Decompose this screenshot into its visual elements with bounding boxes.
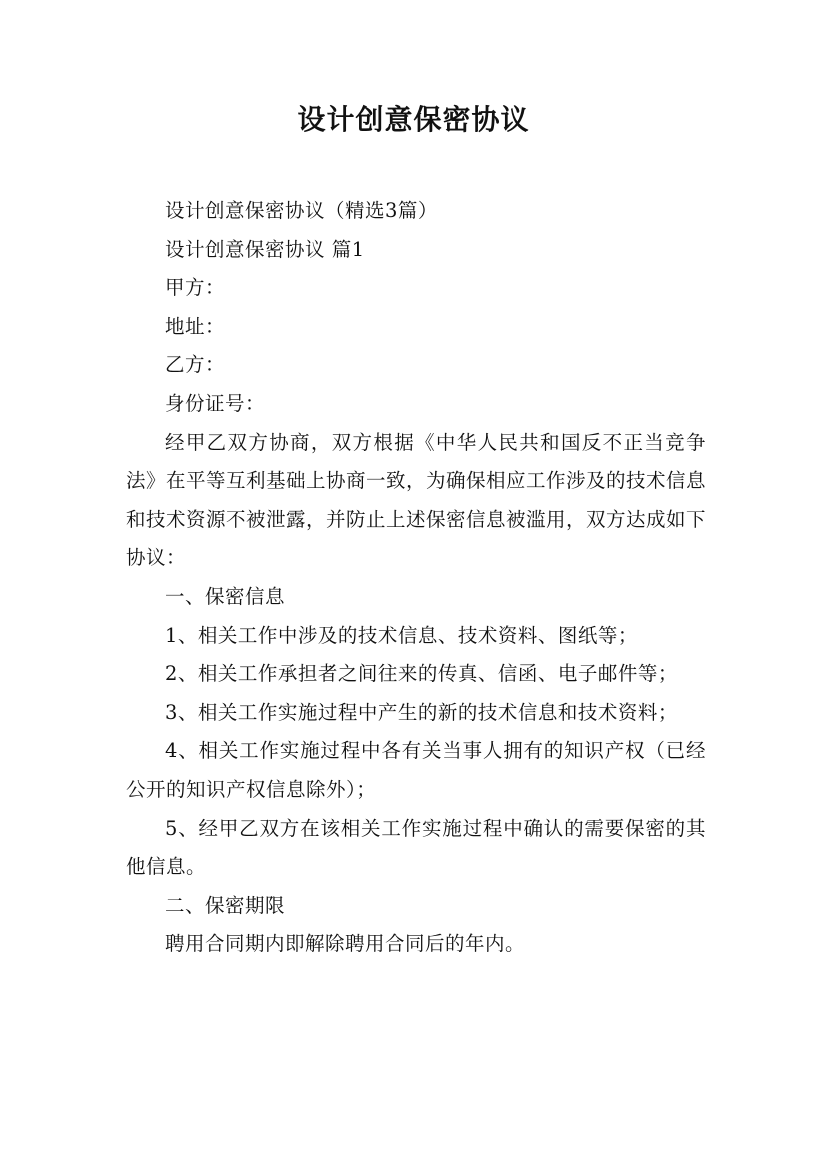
paragraph-item-1: 1、相关工作中涉及的技术信息、技术资料、图纸等；: [165, 623, 638, 647]
paragraph-period-text: 聘用合同期内即解除聘用合同后的年内。: [165, 932, 526, 956]
paragraph-intro: 经甲乙双方协商，双方根据《中华人民共和国反不正当竞争法》在平等互利基础上协商一致，为确保相应工作涉及的技术信息和技术资源不被泄露，并防止上述保密信息被滥用，双方达成如下协议：: [126, 430, 707, 570]
paragraph-item-4: 4、相关工作实施过程中各有关当事人拥有的知识产权（已经公开的知识产权信息除外）；: [126, 739, 706, 801]
paragraph-heading-confidential-info: 一、保密信息: [165, 584, 286, 608]
paragraph-address: 地址：: [165, 314, 226, 338]
paragraph-id-number: 身份证号：: [165, 391, 266, 415]
paragraph-item-5: 5、经甲乙双方在该相关工作实施过程中确认的需要保密的其他信息。: [126, 816, 706, 879]
paragraph-section-heading: 设计创意保密协议 篇1: [165, 237, 365, 261]
paragraph-item-2: 2、相关工作承担者之间往来的传真、信函、电子邮件等；: [165, 662, 678, 686]
paragraph-subtitle: 设计创意保密协议（精选3篇）: [165, 199, 438, 222]
document-body: [126, 192, 706, 964]
paragraph-party-a: 甲方：: [165, 276, 226, 300]
paragraph-heading-confidential-period: 二、保密期限: [165, 893, 286, 917]
paragraph-party-b: 乙方：: [165, 353, 226, 377]
document-title: 设计创意保密协议: [297, 103, 530, 136]
paragraph-item-3: 3、相关工作实施过程中产生的新的技术信息和技术资料；: [165, 700, 678, 724]
